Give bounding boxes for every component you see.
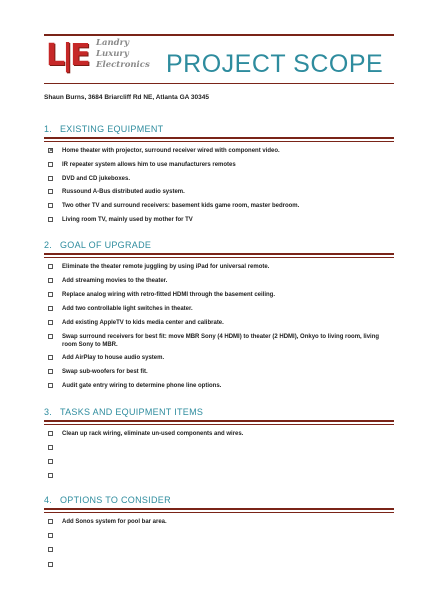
checkbox-icon[interactable] xyxy=(48,355,53,360)
checkbox-icon[interactable] xyxy=(48,383,53,388)
checkbox-icon[interactable] xyxy=(48,292,53,297)
section-rule xyxy=(44,508,394,510)
section-heading-1 xyxy=(44,124,394,134)
checkbox-icon[interactable] xyxy=(48,445,53,450)
checkbox-icon[interactable] xyxy=(48,519,53,524)
checklist-item-text: Add existing AppleTV to kids media center and calibrate. xyxy=(62,319,224,326)
section-rule-thin xyxy=(44,257,394,258)
checkbox-icon[interactable] xyxy=(48,306,53,311)
checklist-item-text: Living room TV, mainly used by mother for TV xyxy=(62,217,193,223)
checkbox-icon[interactable] xyxy=(48,264,53,269)
checklist-item-text: Add Sonos system for pool bar area. xyxy=(62,519,167,525)
checkbox-icon[interactable] xyxy=(48,431,53,436)
logo-text xyxy=(96,38,150,71)
section-heading-2 xyxy=(44,240,394,250)
section-rule-thin xyxy=(44,424,394,425)
checklist-item-text: Russound A-Bus distributed audio system. xyxy=(62,189,185,196)
client-address: Shaun Burns, 3684 Briarcliff Rd NE, Atlanta GA 30345 xyxy=(44,94,209,101)
checklist-item-text: Home theater with projector, surround receiver wired with component video. xyxy=(62,148,280,154)
section-heading-text: EXISTING EQUIPMENT xyxy=(60,124,164,134)
section-heading-3 xyxy=(44,407,394,417)
section-heading-4 xyxy=(44,495,394,505)
checkbox-icon[interactable] xyxy=(48,176,53,181)
section-heading-text: OPTIONS TO CONSIDER xyxy=(60,495,171,505)
section-rule xyxy=(44,420,394,422)
logo-line-1: Landry xyxy=(96,38,130,48)
checkbox-icon[interactable] xyxy=(48,203,53,208)
logo-line-3: Electronics xyxy=(96,60,150,70)
checklist-item-text: Swap sub-woofers for best fit. xyxy=(62,369,148,376)
checkbox-icon[interactable] xyxy=(48,320,53,325)
checkbox-icon[interactable] xyxy=(48,533,53,538)
checklist-item-text: IR repeater system allows him to use manufacturers remotes xyxy=(62,161,236,168)
checkbox-icon[interactable] xyxy=(48,189,53,194)
header-rule-bottom xyxy=(44,83,394,84)
checklist-item-text: DVD and CD jukeboxes. xyxy=(62,175,131,182)
checklist-item-text: Replace analog wiring with retro-fitted HDMI through the basement ceiling. xyxy=(62,291,276,298)
section-heading-text: GOAL OF UPGRADE xyxy=(60,240,152,250)
checkbox-icon[interactable] xyxy=(48,547,53,552)
logo-line-2: Luxury xyxy=(96,49,129,59)
checkbox-icon[interactable] xyxy=(48,217,53,222)
logo-mark: L|E xyxy=(46,38,88,73)
checkbox-icon[interactable] xyxy=(48,473,53,478)
header-rule-top xyxy=(44,34,394,36)
checklist-item-text: Audit gate entry wiring to determine phone line options. xyxy=(62,383,222,390)
section-rule xyxy=(44,253,394,255)
page-title: PROJECT SCOPE xyxy=(166,50,384,78)
checklist-item-text: Eliminate the theater remote juggling by using iPad for universal remote. xyxy=(62,264,270,270)
section-number: 4. xyxy=(44,495,53,505)
checklist-item-text: Add streaming movies to the theater. xyxy=(62,277,168,284)
section-rule-thin xyxy=(44,141,394,142)
section-number: 1. xyxy=(44,124,53,134)
checklist-item-text: Add AirPlay to house audio system. xyxy=(62,355,165,362)
checkbox-icon[interactable] xyxy=(48,278,53,283)
checkbox-icon[interactable] xyxy=(48,459,53,464)
section-rule xyxy=(44,137,394,139)
section-number: 2. xyxy=(44,240,53,250)
checkbox-icon[interactable] xyxy=(48,162,53,167)
checked-box-icon[interactable] xyxy=(48,148,53,153)
company-logo xyxy=(46,38,150,80)
checklist-item-text: Add two controllable light switches in theater. xyxy=(62,305,193,312)
checklist-item-text: Swap surround receivers for best fit: move MBR Sony (4 HDMI) to theater (2 HDMI), Onkyo to living room, living room Sony to MBR. xyxy=(62,333,380,348)
checkbox-icon[interactable] xyxy=(48,369,53,374)
section-rule-thin xyxy=(44,512,394,513)
section-heading-text: TASKS AND EQUIPMENT ITEMS xyxy=(60,407,204,417)
section-number: 3. xyxy=(44,407,53,417)
checkbox-icon[interactable] xyxy=(48,562,53,567)
checkbox-icon[interactable] xyxy=(48,334,53,339)
checklist-item-text: Clean up rack wiring, eliminate un-used components and wires. xyxy=(62,431,244,437)
checklist-item-text: Two other TV and surround receivers: basement kids game room, master bedroom. xyxy=(62,203,300,210)
